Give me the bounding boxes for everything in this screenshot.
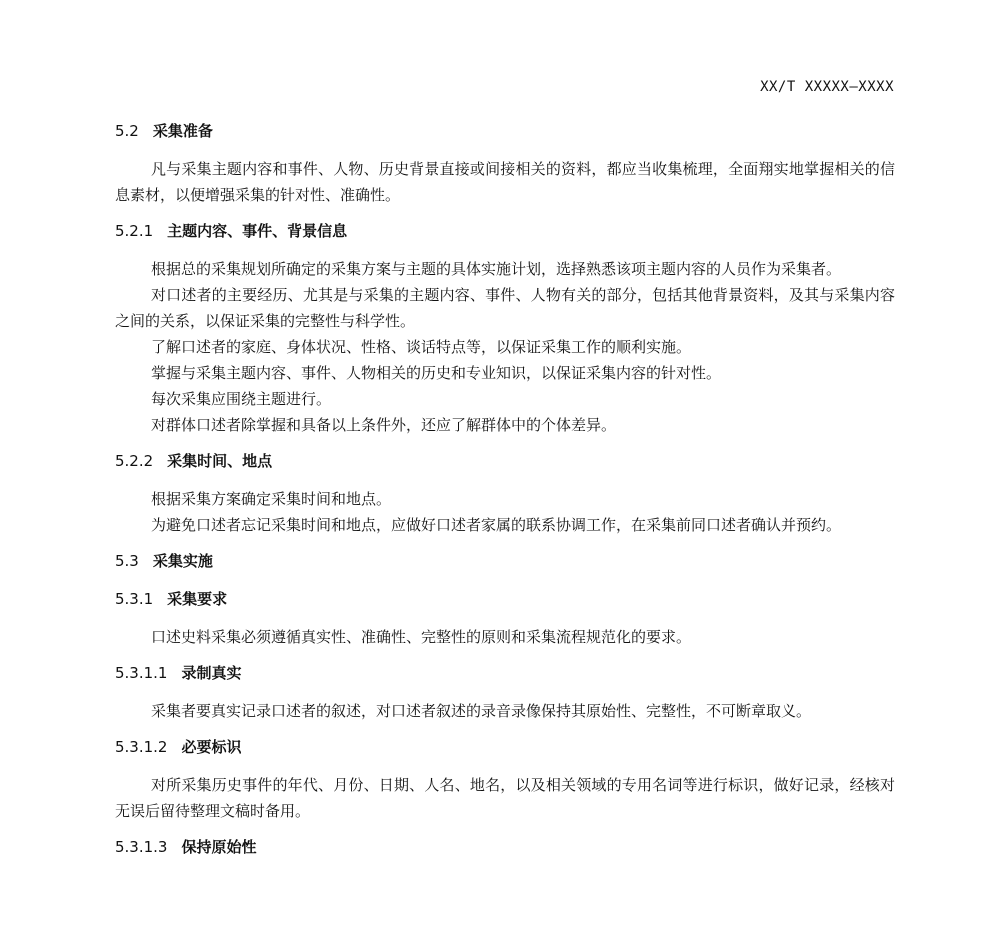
document-code: XX/T XXXXX—XXXX (760, 79, 894, 95)
paragraph: 对所采集历史事件的年代、月份、日期、人名、地名，以及相关领域的专用名词等进行标识，做好记录，经核对无误后留待整理文稿时备用。 (115, 776, 895, 820)
section-heading-5-3-1-2 (115, 736, 895, 758)
section-heading-5-2-2 (115, 450, 895, 472)
section-number: 5.2.1 (115, 222, 154, 240)
paragraph: 了解口述者的家庭、身体状况、性格、谈话特点等，以保证采集工作的顺利实施。 (151, 338, 692, 356)
section-title: 采集实施 (152, 552, 213, 570)
paragraph: 每次采集应围绕主题进行。 (151, 390, 332, 408)
section-number: 5.2 (115, 122, 139, 140)
section-heading-5-3 (115, 550, 895, 572)
document-body (115, 120, 895, 858)
section-title: 必要标识 (181, 738, 242, 756)
section-number: 5.3.1.1 (115, 664, 168, 682)
paragraph: 掌握与采集主题内容、事件、人物相关的历史和专业知识，以保证采集内容的针对性。 (151, 364, 722, 382)
section-title: 采集要求 (167, 590, 228, 608)
section-heading-5-2 (115, 120, 895, 142)
paragraph: 对群体口述者除掌握和具备以上条件外，还应了解群体中的个体差异。 (151, 416, 617, 434)
paragraph: 采集者要真实记录口述者的叙述，对口述者叙述的录音录像保持其原始性、完整性，不可断章取义。 (151, 702, 812, 720)
section-number: 5.3.1.2 (115, 738, 168, 756)
paragraph: 口述史料采集必须遵循真实性、准确性、完整性的原则和采集流程规范化的要求。 (151, 628, 692, 646)
section-number: 5.3 (115, 552, 139, 570)
section-heading-5-3-1-3 (115, 836, 895, 858)
paragraph: 根据采集方案确定采集时间和地点。 (151, 490, 392, 508)
section-number: 5.3.1 (115, 590, 154, 608)
section-title: 采集时间、地点 (167, 452, 273, 470)
section-title: 保持原始性 (181, 838, 257, 856)
section-heading-5-3-1-1 (115, 662, 895, 684)
section-title: 主题内容、事件、背景信息 (167, 222, 348, 240)
paragraph: 根据总的采集规划所确定的采集方案与主题的具体实施计划，选择熟悉该项主题内容的人员作为采集者。 (151, 260, 842, 278)
section-title: 采集准备 (152, 122, 213, 140)
section-title: 录制真实 (181, 664, 242, 682)
section-heading-5-2-1 (115, 220, 895, 242)
section-number: 5.2.2 (115, 452, 154, 470)
section-number: 5.3.1.3 (115, 838, 168, 856)
paragraph: 为避免口述者忘记采集时间和地点，应做好口述者家属的联系协调工作，在采集前同口述者确认并预约。 (151, 516, 842, 534)
section-heading-5-3-1 (115, 588, 895, 610)
paragraph: 对口述者的主要经历、尤其是与采集的主题内容、事件、人物有关的部分，包括其他背景资料，及其与采集内容之间的关系，以保证采集的完整性与科学性。 (115, 286, 895, 330)
paragraph: 凡与采集主题内容和事件、人物、历史背景直接或间接相关的资料，都应当收集梳理，全面翔实地掌握相关的信息素材，以便增强采集的针对性、准确性。 (115, 160, 895, 204)
